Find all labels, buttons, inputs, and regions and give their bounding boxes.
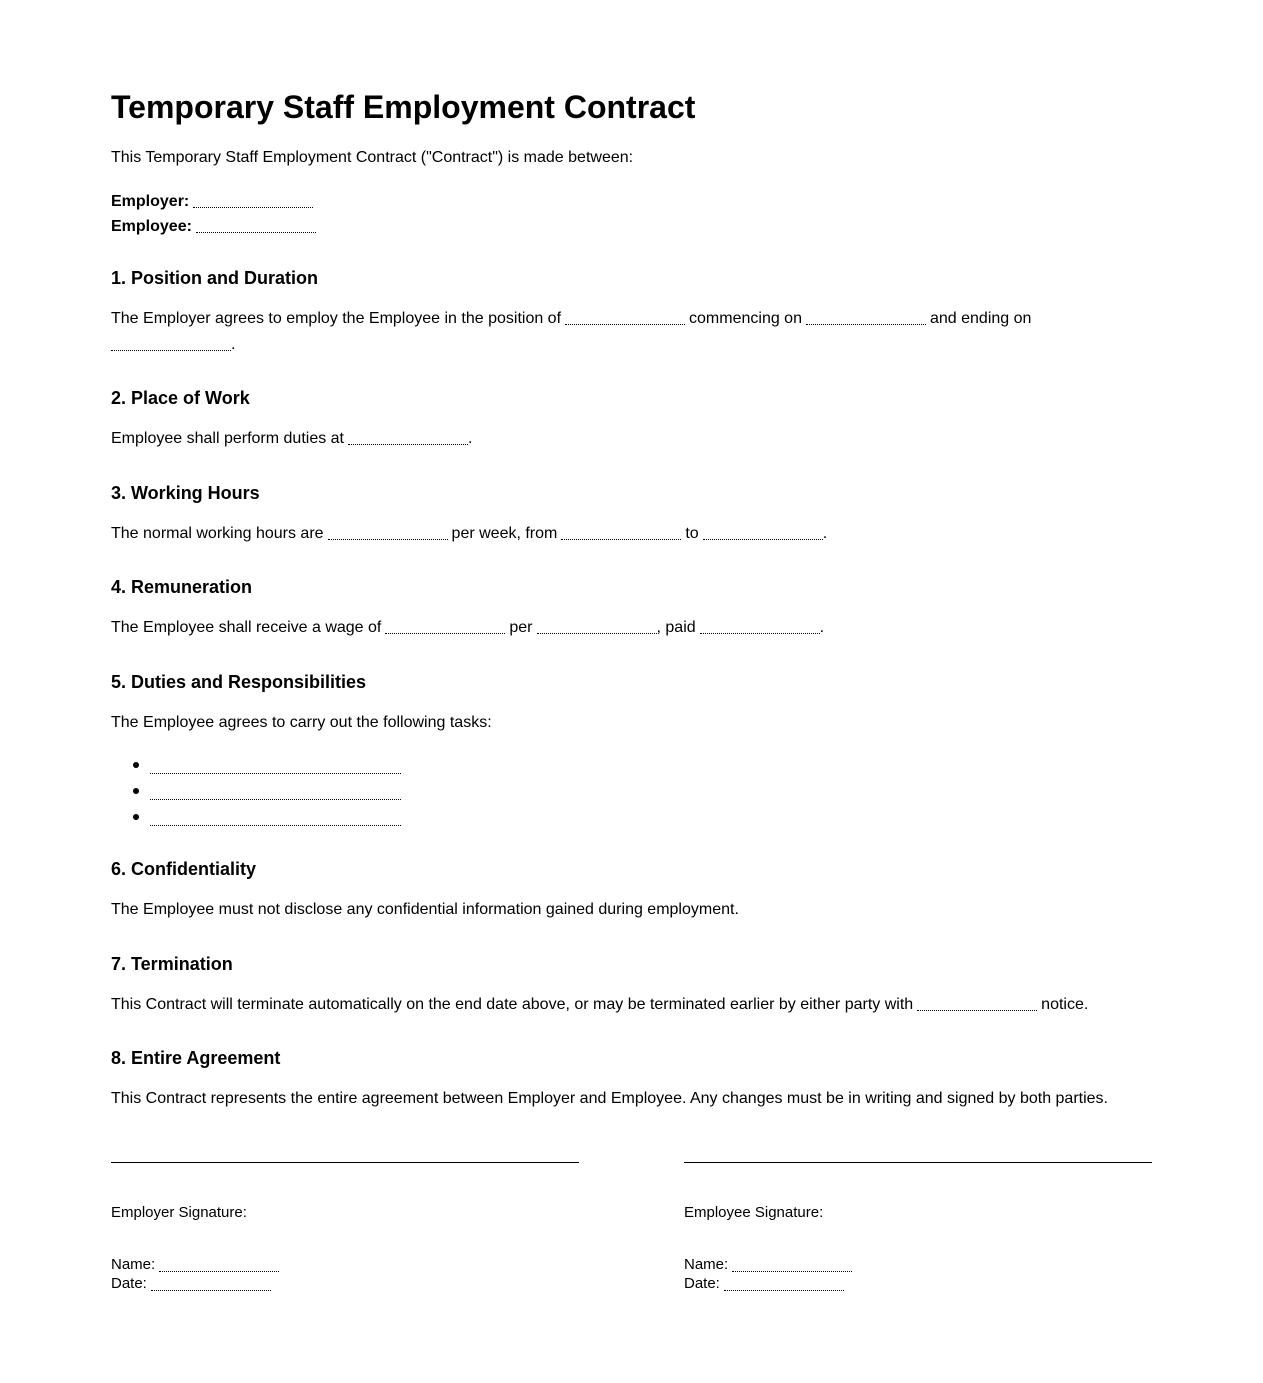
text-fragment: This Contract will terminate automatically on the end date above, or may be terminated earlier by either party with bbox=[111, 996, 914, 1013]
text-fragment: commencing on bbox=[689, 310, 802, 327]
text-fragment: to bbox=[685, 525, 699, 542]
section-text-duties: The Employee agrees to carry out the following tasks: bbox=[111, 714, 492, 731]
work-location-field[interactable] bbox=[348, 429, 468, 445]
employer-signature-block bbox=[111, 1162, 579, 1292]
wage-amount-field[interactable] bbox=[385, 618, 505, 634]
employer-name-field[interactable] bbox=[193, 192, 313, 208]
employer-name-row bbox=[111, 1254, 283, 1274]
intro-paragraph: This Temporary Staff Employment Contract ("Contract") is made between: bbox=[111, 149, 634, 166]
section-heading-position-duration: 1. Position and Duration bbox=[111, 268, 319, 288]
employer-party-line bbox=[111, 190, 317, 211]
section-text-position-duration bbox=[111, 306, 1152, 358]
section-heading-working-hours: 3. Working Hours bbox=[111, 483, 260, 503]
text-fragment: per week, from bbox=[451, 525, 558, 542]
section-heading-remuneration: 4. Remuneration bbox=[111, 577, 253, 597]
task-field[interactable] bbox=[150, 799, 401, 800]
position-field[interactable] bbox=[565, 309, 685, 325]
employer-label: Employer: bbox=[111, 193, 190, 210]
section-heading-termination: 7. Termination bbox=[111, 954, 233, 974]
section-text-entire-agreement: This Contract represents the entire agreement between Employer and Employee. Any changes must be in writing and signed by both parties. bbox=[111, 1090, 1108, 1107]
text-fragment: Employee shall perform duties at bbox=[111, 430, 344, 447]
section-text-place-of-work bbox=[111, 426, 472, 452]
employee-party-line bbox=[111, 215, 320, 236]
text-fragment: notice. bbox=[1041, 996, 1089, 1013]
text-fragment: . bbox=[468, 430, 473, 447]
text-fragment: The normal working hours are bbox=[111, 525, 324, 542]
text-fragment: . bbox=[231, 336, 236, 353]
bullet-icon bbox=[133, 814, 139, 820]
task-list-item bbox=[111, 804, 531, 830]
section-text-confidentiality: The Employee must not disclose any confidential information gained during employment. bbox=[111, 901, 739, 918]
task-list-item bbox=[111, 752, 531, 778]
employee-signature-block bbox=[684, 1162, 1152, 1292]
section-heading-entire-agreement: 8. Entire Agreement bbox=[111, 1048, 281, 1068]
name-label: Name: bbox=[684, 1256, 729, 1273]
notice-period-field[interactable] bbox=[917, 995, 1037, 1011]
payment-frequency-field[interactable] bbox=[700, 618, 820, 634]
employee-label: Employee: bbox=[111, 218, 192, 235]
employer-signature-line[interactable] bbox=[111, 1162, 579, 1163]
text-fragment: and ending on bbox=[929, 310, 1032, 327]
employee-signature-date-field[interactable] bbox=[724, 1276, 844, 1291]
section-heading-confidentiality: 6. Confidentiality bbox=[111, 859, 257, 879]
text-fragment: . bbox=[819, 619, 825, 636]
employer-signature-date-field[interactable] bbox=[151, 1276, 271, 1291]
text-fragment: per bbox=[509, 619, 533, 636]
section-heading-place-of-work: 2. Place of Work bbox=[111, 388, 250, 408]
task-list-item bbox=[111, 778, 531, 804]
hours-from-field[interactable] bbox=[561, 524, 681, 540]
section-text-termination bbox=[111, 992, 1088, 1018]
text-fragment: The Employee shall receive a wage of bbox=[111, 619, 382, 636]
employee-name-field[interactable] bbox=[196, 217, 316, 233]
end-date-field[interactable] bbox=[111, 335, 231, 351]
employee-date-row bbox=[684, 1273, 848, 1293]
start-date-field[interactable] bbox=[806, 309, 926, 325]
bullet-icon bbox=[133, 788, 139, 794]
document-title: Temporary Staff Employment Contract bbox=[111, 89, 696, 125]
section-text-remuneration bbox=[111, 615, 824, 641]
text-fragment: The Employer agrees to employ the Employee in the position of bbox=[111, 310, 562, 327]
text-fragment: , paid bbox=[656, 619, 696, 636]
text-fragment: . bbox=[822, 525, 828, 542]
hours-per-week-field[interactable] bbox=[328, 524, 448, 540]
task-list bbox=[111, 752, 531, 830]
employer-date-row bbox=[111, 1273, 275, 1293]
task-field[interactable] bbox=[150, 825, 401, 826]
employee-signature-line[interactable] bbox=[684, 1162, 1152, 1163]
task-field[interactable] bbox=[150, 773, 401, 774]
date-label: Date: bbox=[684, 1275, 720, 1292]
date-label: Date: bbox=[111, 1275, 147, 1292]
wage-period-field[interactable] bbox=[537, 618, 657, 634]
employer-signature-label: Employer Signature: bbox=[111, 1204, 247, 1221]
section-heading-duties: 5. Duties and Responsibilities bbox=[111, 672, 367, 692]
employee-signature-label: Employee Signature: bbox=[684, 1204, 824, 1221]
bullet-icon bbox=[133, 762, 139, 768]
section-text-working-hours bbox=[111, 521, 827, 547]
employee-signatory-name-field[interactable] bbox=[732, 1257, 852, 1272]
name-label: Name: bbox=[111, 1256, 156, 1273]
employee-name-row bbox=[684, 1254, 856, 1274]
hours-to-field[interactable] bbox=[703, 524, 823, 540]
employer-signatory-name-field[interactable] bbox=[159, 1257, 279, 1272]
